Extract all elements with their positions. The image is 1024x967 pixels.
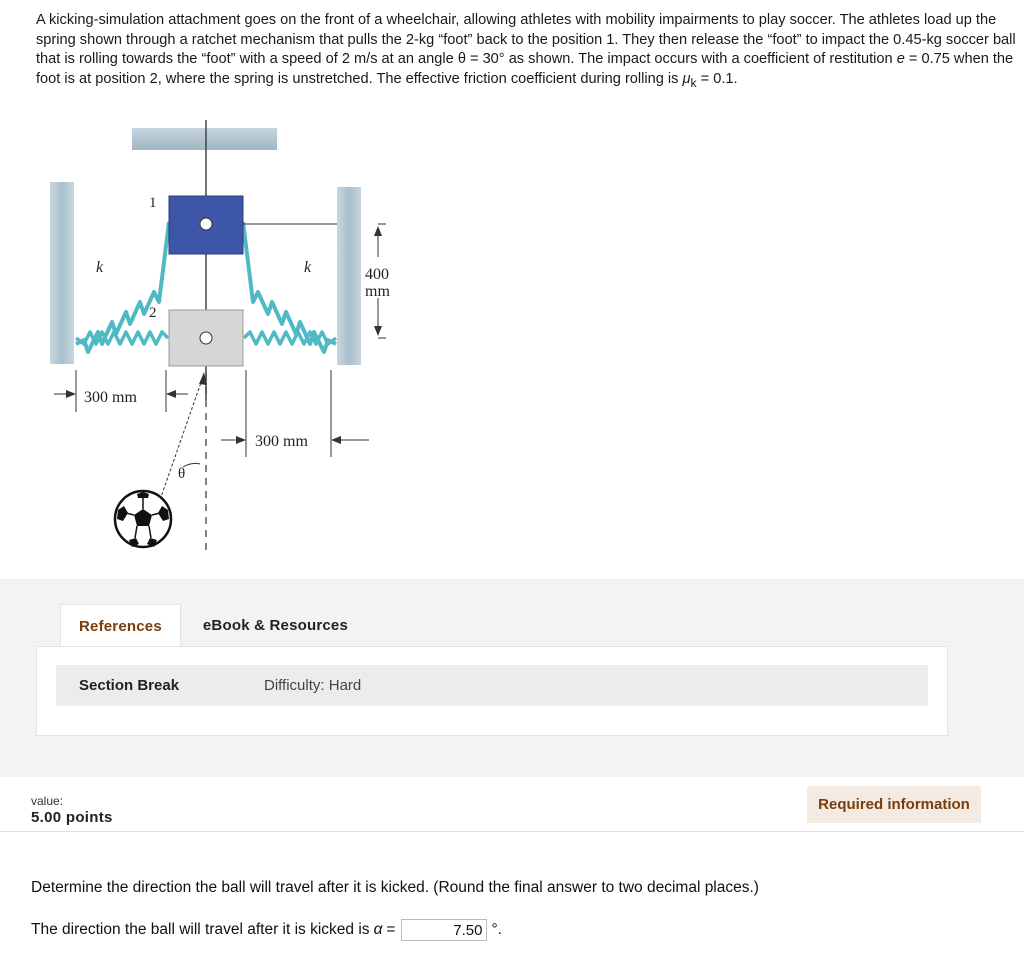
figure-svg — [36, 112, 412, 567]
problem-text-1: A kicking-simulation attachment goes on the front of a wheelchair, allowing athletes with mobility impairments to play soccer. The athletes load up the spring shown through a ratchet mechanism that pulls the 2-kg “foot” back to the position 1. They then release the “foot” to impact the 0.45-kg soccer ball that is rolling towards the “foot” with a speed of 2 m/s at an angle θ = 30° as shown. The impact occurs with a coefficient of restitution — [36, 12, 1016, 67]
label-position-1: 1 — [149, 195, 157, 211]
answer-input[interactable] — [401, 919, 487, 941]
answer-row — [31, 918, 502, 942]
value-points: 5.00 points — [31, 809, 113, 826]
divider — [0, 831, 1024, 832]
label-position-2: 2 — [149, 305, 157, 321]
theta-label: θ — [178, 466, 186, 482]
spring-left-pos2 — [76, 332, 168, 344]
left-wall — [50, 182, 74, 364]
answer-label: The direction the ball will travel after it is kicked is — [31, 921, 370, 938]
tab-references[interactable]: References — [60, 604, 181, 647]
mu-symbol: μ — [682, 70, 691, 87]
foot-pin-2 — [200, 332, 212, 344]
kicking-simulator-figure — [36, 112, 412, 567]
section-break-bar — [56, 665, 928, 706]
problem-text-3: = 0.1. — [696, 70, 738, 87]
right-wall — [337, 187, 361, 365]
alpha-symbol: α — [373, 921, 383, 938]
dim-vertical-value: 400 — [365, 266, 389, 283]
difficulty-label: Difficulty: Hard — [264, 677, 362, 694]
dim-right-text: 300 mm — [255, 433, 308, 450]
label-k-left: k — [96, 259, 104, 276]
problem-statement — [36, 11, 1021, 93]
mu-subscript: k — [690, 75, 697, 90]
equals-sign: = — [386, 921, 396, 938]
problem-text-2: = 0.75 when the foot is at position 2, where the spring is unstretched. The effective friction coefficient during rolling is — [36, 51, 1014, 87]
top-support — [132, 128, 277, 150]
dim-left-text: 300 mm — [84, 389, 137, 406]
required-information-button[interactable]: Required information — [807, 786, 981, 823]
dim-vertical-unit: mm — [365, 283, 390, 300]
tab-ebook-resources[interactable]: eBook & Resources — [202, 617, 349, 634]
references-panel — [36, 646, 948, 736]
e-symbol: e — [896, 51, 905, 67]
degree-unit: °. — [491, 921, 502, 938]
section-break-label: Section Break — [79, 677, 180, 694]
spring-right-pos2 — [244, 332, 336, 344]
value-label: value: — [31, 794, 64, 808]
question-prompt: Determine the direction the ball will travel after it is kicked. (Round the final answer to two decimal places.) — [31, 879, 759, 896]
soccer-ball-icon — [115, 491, 171, 547]
ball-path — [154, 374, 204, 517]
label-k-right: k — [304, 259, 312, 276]
resource-tabs — [60, 604, 366, 647]
foot-pin-1 — [200, 218, 212, 230]
